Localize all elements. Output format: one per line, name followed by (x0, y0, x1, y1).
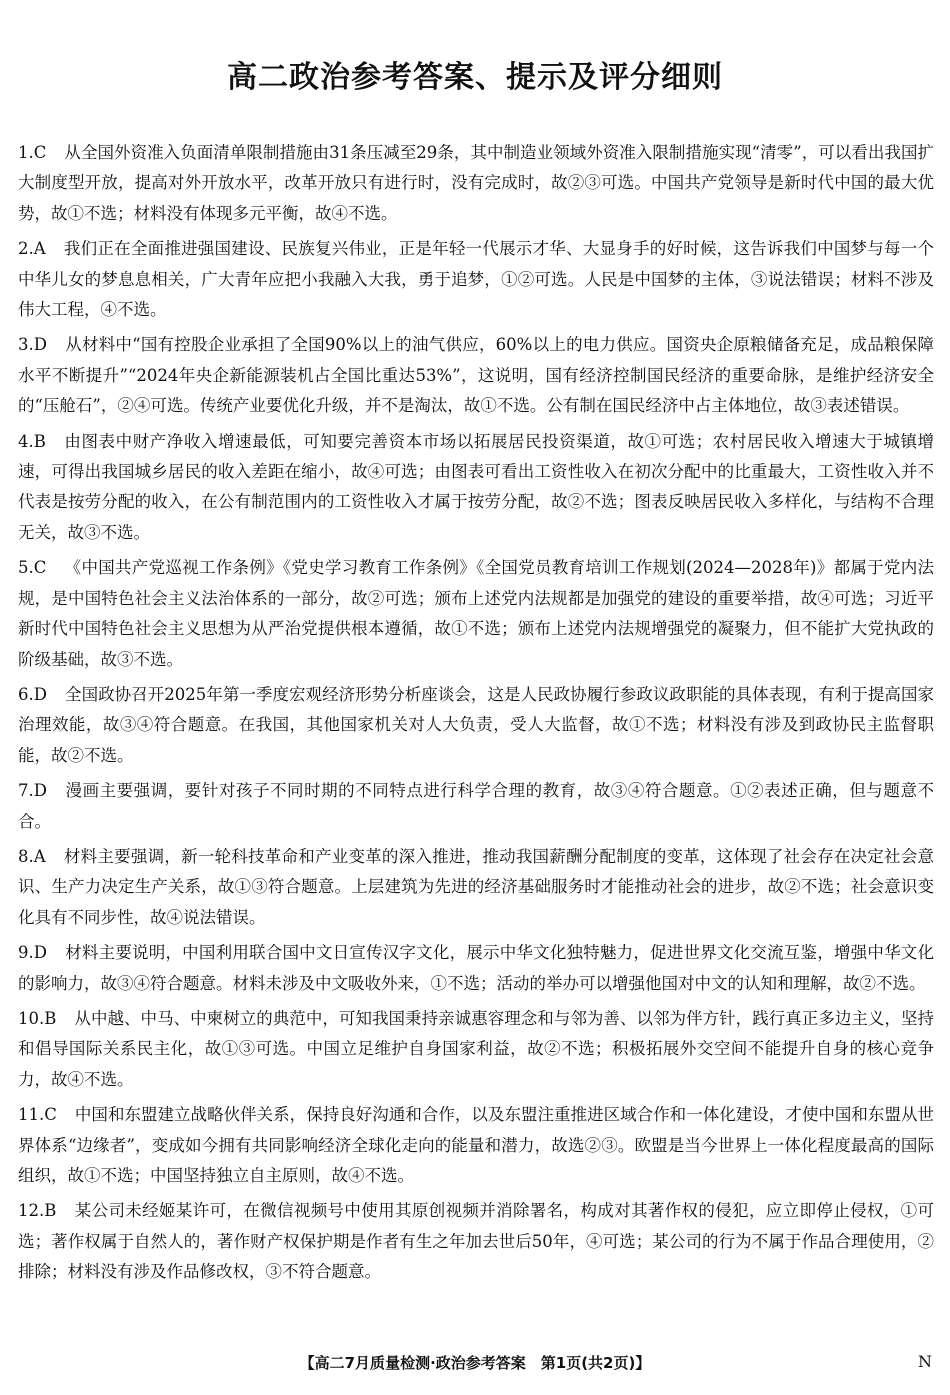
answer-number: 8.A (18, 846, 46, 866)
answer-item (18, 842, 934, 933)
answer-item (18, 1100, 934, 1191)
answer-explanation: 全国政协召开2025年第一季度宏观经济形势分析座谈会，这是人民政协履行参政议政职能的具体表现，有利于提高国家治理效能，故③④符合题意。在我国，其他国家机关对人大负责，受人大监督，故①不选；材料没有涉及到政协民主监督职能，故②不选。 (18, 684, 934, 765)
answer-number: 1.C (18, 143, 47, 162)
answer-explanation: 漫画主要强调，要针对孩子不同时期的不同特点进行科学合理的教育，故③④符合题意。①②表述正确，但与题意不合。 (18, 781, 934, 831)
answer-list (18, 138, 934, 1293)
answer-item (18, 138, 934, 229)
answer-explanation: 从全国外资准入负面清单限制措施由31条压减至29条，其中制造业领域外资准入限制措施实现“清零”，可以看出我国扩大制度型开放，提高对外开放水平，改革开放只有进行时，没有完成时，故②③可选。中国共产党领导是新时代中国的最大优势，故①不选；材料没有体现多元平衡，故④不选。 (18, 143, 934, 223)
answer-explanation: 我们正在全面推进强国建设、民族复兴伟业，正是年轻一代展示才华、大显身手的好时候，这告诉我们中国梦与每一个中华儿女的梦息息相关，广大青年应把小我融入大我，勇于追梦，①②可选。人民是中国梦的主体，③说法错误；材料不涉及伟大工程，④不选。 (18, 239, 934, 320)
answer-explanation: 某公司未经姬某许可，在微信视频号中使用其原创视频并消除署名，构成对其著作权的侵犯，应立即停止侵权，①可选；著作权属于自然人的，著作财产权保护期是作者有生之年加去世后50年，④可选；某公司的行为不属于作品合理使用，②排除；材料没有涉及作品修改权，③不符合题意。 (18, 1201, 934, 1282)
answer-explanation: 从中越、中马、中柬树立的典范中，可知我国秉持亲诚惠容理念和与邻为善、以邻为伴方针，践行真正多边主义，坚持和倡导国际关系民主化，故①③可选。中国立足维护自身国家利益，故②不选；积极拓展外交空间不能提升自身的核心竞争力，故④不选。 (18, 1008, 934, 1089)
answer-explanation: 材料主要强调，新一轮科技革命和产业变革的深入推进，推动我国薪酬分配制度的变革，这体现了社会存在决定社会意识、生产力决定生产关系，故①③符合题意。上层建筑为先进的经济基础服务时才能推动社会的进步，故②不选；社会意识变化具有不同步性，故④说法错误。 (18, 846, 934, 927)
page-title: 高二政治参考答案、提示及评分细则 (227, 60, 723, 95)
answer-item (18, 427, 934, 549)
answer-number: 5.C (18, 558, 47, 578)
answer-explanation: 中国和东盟建立战略伙伴关系，保持良好沟通和合作，以及东盟注重推进区域合作和一体化建设，才使中国和东盟从世界体系“边缘者”，变成如今拥有共同影响经济全球化走向的能量和潜力，故选②③。欧盟是当今世界上一体化程度最高的国际组织，故①不选；中国坚持独立自主原则，故④不选。 (18, 1105, 934, 1185)
answer-explanation: 材料主要说明，中国利用联合国中文日宣传汉字文化，展示中华文化独特魅力，促进世界文化交流互鉴，增强中华文化的影响力，故③④符合题意。材料未涉及中文吸收外来，①不选；活动的举办可以增强他国对中文的认知和理解，故②不选。 (18, 943, 934, 993)
corner-mark: N (918, 1352, 932, 1371)
answer-item (18, 553, 934, 675)
answer-number: 2.A (18, 239, 46, 259)
answer-item (18, 938, 934, 999)
answer-number: 4.B (18, 431, 46, 451)
answer-item (18, 234, 934, 325)
answer-explanation: 从材料中“国有控股企业承担了全国90%以上的油气供应，60%以上的电力供应。国资央企原粮储备充足，成品粮保障水平不断提升”“2024年央企新能源装机占全国比重达53%”，这说明，国有经济控制国民经济的重要命脉，是维护经济安全的“压舱石”，②④可选。传统产业要优化升级，并不是淘汰，故①不选。公有制在国民经济中占主体地位，故③表述错误。 (18, 335, 934, 416)
answer-item (18, 1196, 934, 1287)
answer-item (18, 680, 934, 771)
answer-number: 10.B (18, 1008, 57, 1028)
answer-item (18, 330, 934, 421)
answer-number: 7.D (18, 781, 47, 801)
answer-explanation: 由图表中财产净收入增速最低，可知要完善资本市场以拓展居民投资渠道，故①可选；农村居民收入增速大于城镇增速，可得出我国城乡居民的收入差距在缩小，故④可选；由图表可看出工资性收入在初次分配中的比重最大，工资性收入并不代表是按劳分配的收入，在公有制范围内的工资性收入才属于按劳分配，故②不选；图表反映居民收入多样化，与结构不合理无关，故③不选。 (18, 431, 934, 542)
answer-number: 11.C (18, 1105, 57, 1125)
answer-number: 9.D (18, 943, 47, 963)
page-footer: 【高二7月质量检测·政治参考答案 第1页(共2页)】 (299, 1354, 651, 1372)
answer-explanation: 《中国共产党巡视工作条例》《党史学习教育工作条例》《全国党员教育培训工作规划(2024—2028年)》都属于党内法规，是中国特色社会主义法治体系的一部分，故②可选；颁布上述党内法规都是加强党的建设的重要举措，故④可选；习近平新时代中国特色社会主义思想为从严治党提供根本遵循，故①不选；颁布上述党内法规增强党的凝聚力，但不能扩大党执政的阶级基础，故③不选。 (18, 558, 934, 669)
answer-number: 12.B (18, 1201, 57, 1221)
answer-item (18, 776, 934, 837)
answer-number: 6.D (18, 684, 47, 704)
answer-item (18, 1004, 934, 1095)
answer-number: 3.D (18, 335, 47, 355)
